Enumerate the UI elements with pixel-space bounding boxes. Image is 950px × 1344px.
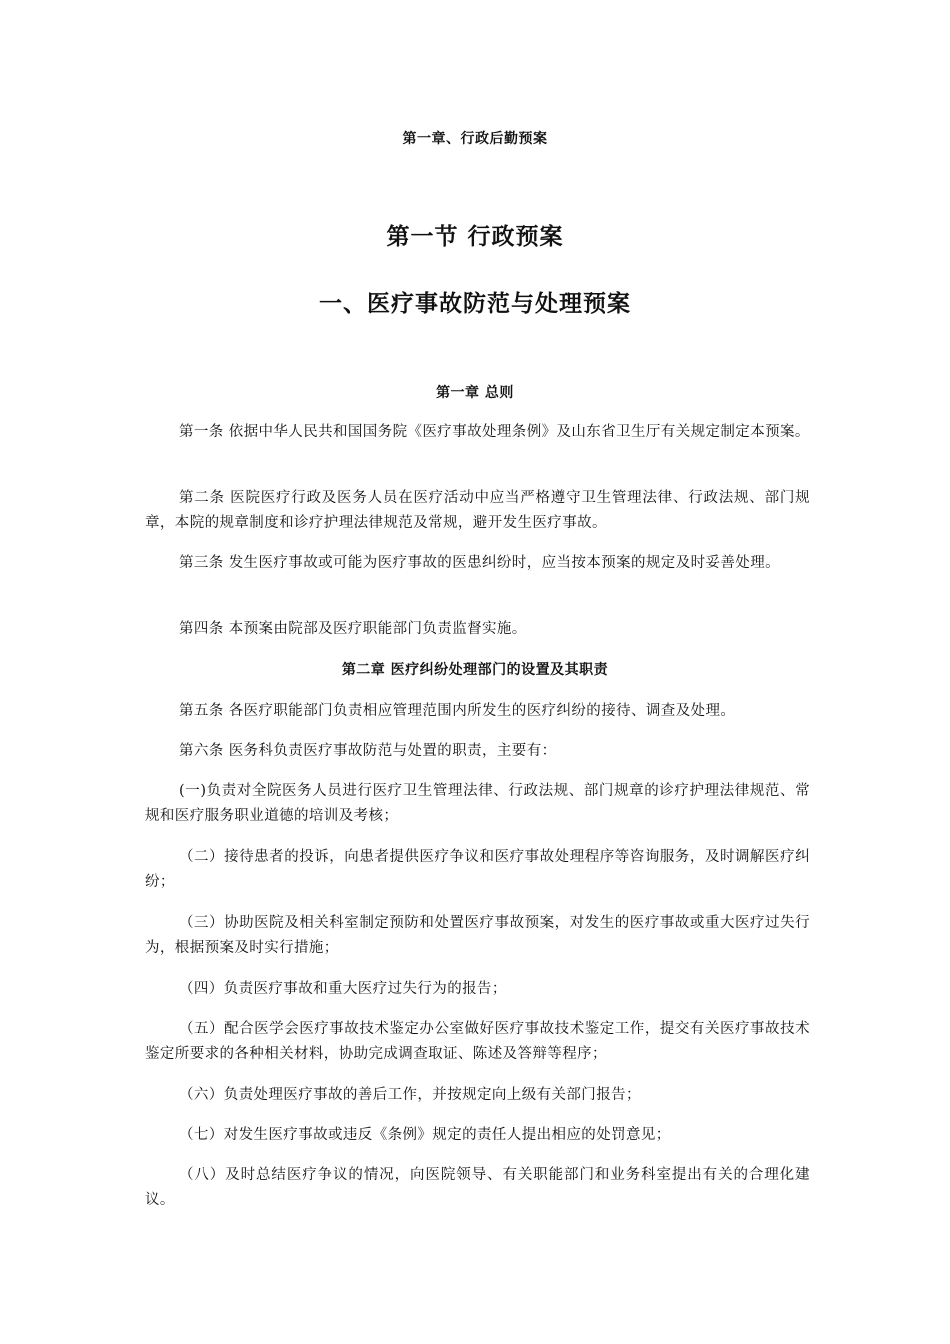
duty-item-5: （五）配合医学会医疗事故技术鉴定办公室做好医疗事故技术鉴定工作，提交有关医疗事故技术鉴定所要求的各种相关材料，协助完成调查取证、陈述及答辩等程序； [145, 1021, 810, 1062]
article-1: 第一条 依据中华人民共和国国务院《医疗事故处理条例》及山东省卫生厅有关规定制定本预案。 [179, 424, 810, 440]
duty-item-4: （四）负责医疗事故和重大医疗过失行为的报告； [179, 981, 507, 997]
article-5: 第五条 各医疗职能部门负责相应管理范围内所发生的医疗纠纷的接待、调查及处理。 [179, 703, 736, 719]
article-2: 第二条 医院医疗行政及医务人员在医疗活动中应当严格遵守卫生管理法律、行政法规、部门规章，本院的规章制度和诊疗护理法律规范及常规，避开发生医疗事故。 [145, 490, 810, 531]
duty-item-6: （六）负责处理医疗事故的善后工作，并按规定向上级有关部门报告； [179, 1087, 641, 1103]
section-title: 第一节 行政预案 [386, 223, 564, 250]
plan-title: 一、医疗事故防范与处理预案 [319, 290, 631, 317]
document-title: 第一章、行政后勤预案 [402, 131, 548, 147]
article-3: 第三条 发生医疗事故或可能为医疗事故的医患纠纷时，应当按本预案的规定及时妥善处理。 [179, 555, 781, 571]
duty-item-2: （二）接待患者的投诉，向患者提供医疗争议和医疗事故处理程序等咨询服务，及时调解医疗纠纷； [145, 849, 810, 890]
article-4: 第四条 本预案由院部及医疗职能部门负责监督实施。 [179, 621, 527, 637]
chapter-2-heading: 第二章 医疗纠纷处理部门的设置及其职责 [341, 662, 609, 678]
duty-item-3: （三）协助医院及相关科室制定预防和处置医疗事故预案，对发生的医疗事故或重大医疗过失行为，根据预案及时实行措施； [145, 915, 810, 956]
duty-item-1: (一)负责对全院医务人员进行医疗卫生管理法律、行政法规、部门规章的诊疗护理法律规范、常规和医疗服务职业道德的培训及考核； [145, 783, 810, 824]
chapter-1-heading: 第一章 总则 [436, 385, 514, 401]
article-6: 第六条 医务科负责医疗事故防范与处置的职责，主要有： [179, 743, 557, 759]
duty-item-7: （七）对发生医疗事故或违反《条例》规定的责任人提出相应的处罚意见； [179, 1127, 671, 1143]
duty-item-8: （八）及时总结医疗争议的情况，向医院领导、有关职能部门和业务科室提出有关的合理化建议。 [145, 1167, 810, 1208]
